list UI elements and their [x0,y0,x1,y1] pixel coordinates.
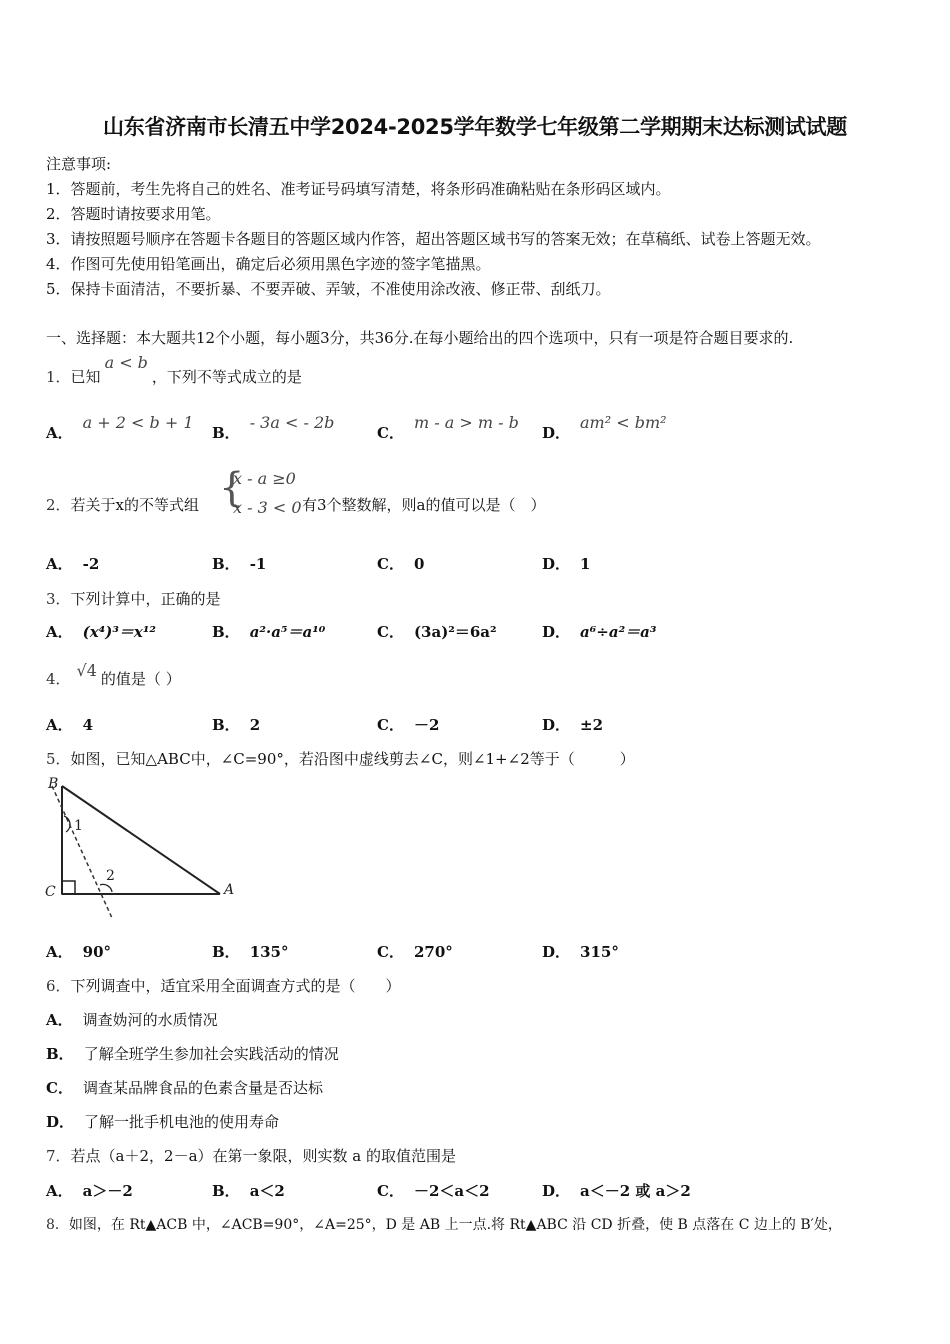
option-b[interactable]: B． 了解全班学生参加社会实践活动的情况 [46,1045,339,1063]
question-2 [46,494,199,515]
question-number: 8． [46,1217,69,1233]
option-a[interactable]: A． 调查妫河的水质情况 [46,1011,218,1029]
note-item: 2．答题时请按要求用笔。 [46,205,221,223]
question-text: 下列计算中，正确的是 [70,590,221,608]
option-c[interactable]: C． －2 [377,716,440,734]
note-item: 5．保持卡面清洁，不要折暴、不要弄破、弄皱，不准使用涂改液、修正带、刮纸刀。 [46,280,611,298]
option-c[interactable]: C． 0 [377,555,425,573]
page-title: 山东省济南市长清五中学2024-2025学年数学七年级第二学期期末达标测试试题 [103,115,847,139]
question-3 [46,588,221,609]
option-c[interactable]: C． －2＜a＜2 [377,1182,490,1200]
note-item: 1．答题前，考生先将自己的姓名、准考证号码填写清楚，将条形码准确粘贴在条形码区域内。 [46,180,671,198]
option-a[interactable]: A． 4 [46,716,94,734]
vertex-a-label: A [224,882,235,898]
option-c[interactable]: C．m - a > m - b [377,413,519,442]
question-text: ，下列不等式成立的是 [151,368,302,386]
option-a[interactable]: A． -2 [46,555,100,573]
option-c[interactable]: C． (3a)²＝6a² [377,623,497,641]
option-a[interactable]: A． 90° [46,943,112,961]
question-text: 如图，在 Rt▲ACB 中，∠ACB=90°，∠A=25°，D 是 AB 上一点.将 Rt▲ABC 沿 CD 折叠，使 B 点落在 C 边上的 B′处， [68,1217,842,1233]
option-b[interactable]: B．- 3a < - 2b [212,413,335,442]
question-text: 有3个整数解，则a的值可以是（ ） [302,496,546,514]
brace-symbol: { [219,465,245,511]
option-d[interactable]: D． 了解一批手机电池的使用寿命 [46,1113,280,1131]
radical-formula: √4 [76,661,97,680]
question-6 [46,975,401,996]
angle-2-label: 2 [106,868,115,884]
option-d[interactable]: D． a＜－2 或 a＞2 [542,1182,691,1200]
question-4 [46,661,181,689]
option-d[interactable]: D． 315° [542,943,619,961]
question-8 [46,1214,842,1234]
option-b[interactable]: B． -1 [212,555,267,573]
question-number: 3． [46,590,71,608]
section-heading: 一、选择题：本大题共12个小题，每小题3分，共36分.在每小题给出的四个选项中，只有一项是符合题目要求的. [46,329,794,347]
question-text: 如图，已知△ABC中，∠C=90°，若沿图中虚线剪去∠C，则∠1+∠2等于（ ） [70,750,635,768]
option-d[interactable]: D． ±2 [542,716,604,734]
option-b[interactable]: B． a²·a⁵＝a¹⁰ [212,623,326,641]
option-b[interactable]: B． 2 [212,716,261,734]
notes-heading: 注意事项: [46,155,112,173]
question-number: 4． [46,670,71,688]
option-d[interactable]: D．am² < bm² [542,413,667,442]
option-c[interactable]: C． 调查某品牌食品的色素含量是否达标 [46,1079,323,1097]
note-item: 3．请按照题号顺序在答题卡各题目的答题区域内作答，超出答题区域书写的答案无效；在草稿纸、试卷上答题无效。 [46,230,821,248]
option-b[interactable]: B． a＜2 [212,1182,285,1200]
option-d[interactable]: D． 1 [542,555,591,573]
triangle-figure [40,772,250,922]
question-text: 下列调查中，适宜采用全面调查方式的是（ ） [70,977,401,995]
angle-1-label: 1 [74,818,83,834]
question-7 [46,1145,456,1166]
question-number: 5． [46,750,71,768]
option-a[interactable]: A．a + 2 < b + 1 [46,413,194,442]
question-1 [46,353,302,387]
question-number: 2． [46,496,71,514]
question-5 [46,748,635,769]
vertex-b-label: B [48,776,59,792]
question-text: 若关于x的不等式组 [70,496,200,514]
option-c[interactable]: C． 270° [377,943,453,961]
vertex-c-label: C [45,884,56,900]
question-number: 7． [46,1147,71,1165]
question-number: 6． [46,977,71,995]
note-item: 4．作图可先使用铅笔画出，确定后必须用黑色字迹的签字笔描黑。 [46,255,491,273]
system-line-1: x - a ≥0 [233,469,296,488]
question-text: 的值是（ ） [100,670,181,688]
condition-formula: a < b [104,353,148,372]
option-b[interactable]: B． 135° [212,943,289,961]
system-line-2: x - 3 < 0 [233,498,302,517]
question-text: 已知 [70,368,101,386]
question-number: 1． [46,368,71,386]
option-a[interactable]: A． a＞－2 [46,1182,133,1200]
option-d[interactable]: D． a⁶÷a²＝a³ [542,623,657,641]
option-a[interactable]: A． (x⁴)³＝x¹² [46,623,157,641]
question-text: 若点（a＋2，2－a）在第一象限，则实数 a 的取值范围是 [70,1147,457,1165]
